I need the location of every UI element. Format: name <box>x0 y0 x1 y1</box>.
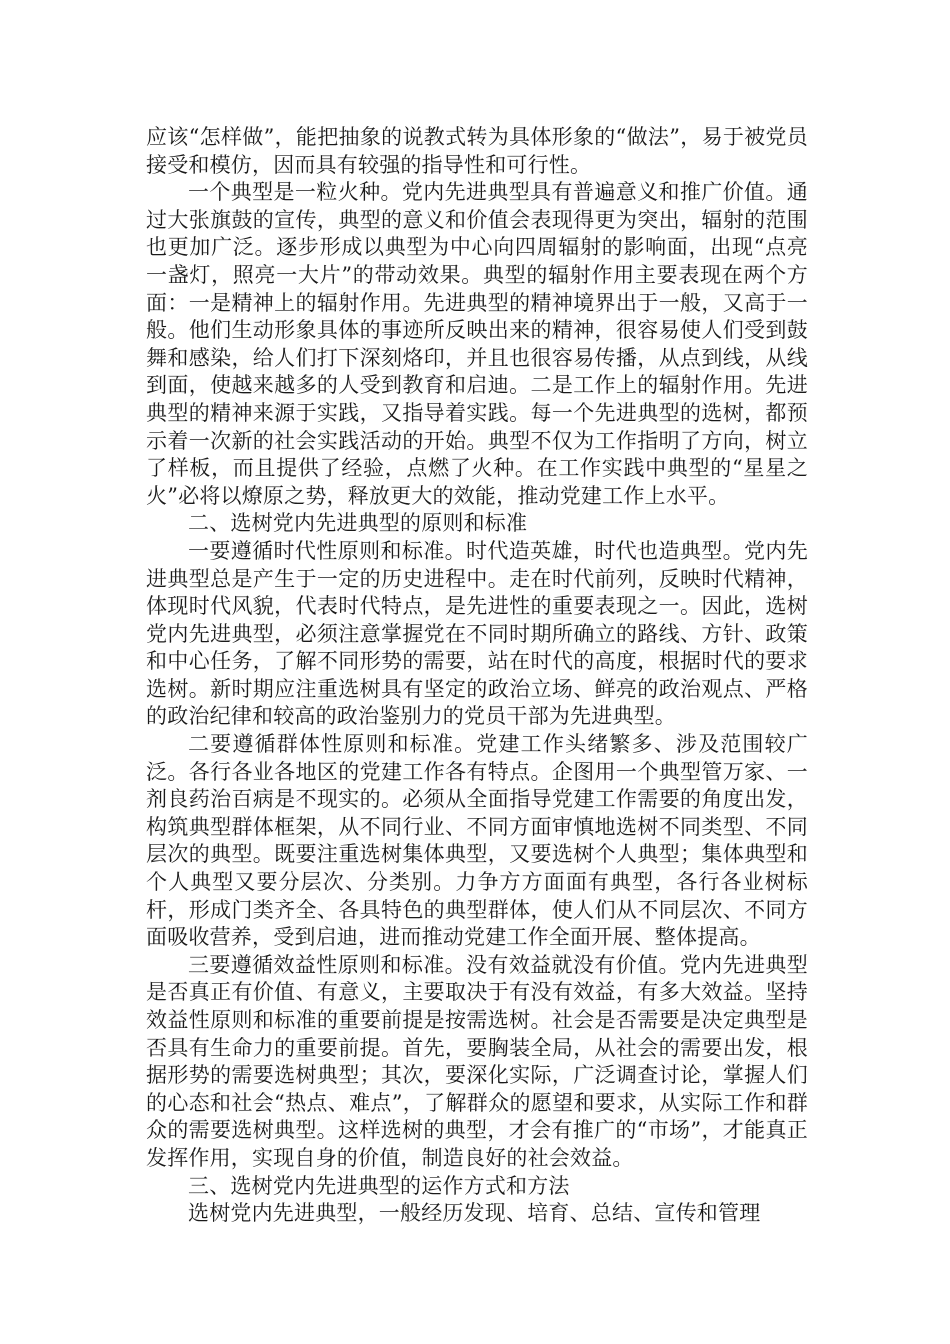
paragraph-benefit-principle: 三要遵循效益性原则和标准。没有效益就没有价值。党内先进典型是否真正有价值、有意义，主要取决于有没有效益，有多大效益。坚持效益性原则和标准的重要前提是按需选树。社会是否需要是决定典型是否具有生命力的重要前提。首先，要胸装全局，从社会的需要出发，根据形势的需要选树典型；其次，要深化实际，广泛调查讨论，掌握人们的心态和社会“热点、难点”，了解群众的愿望和要求，从实际工作和群众的需要选树典型。这样选树的典型，才会有推广的“市场”，才能真正发挥作用，实现自身的价值，制造良好的社会效益。 <box>146 952 808 1170</box>
paragraph-era-principle: 一要遵循时代性原则和标准。时代造英雄，时代也造典型。党内先进典型总是产生于一定的历史进程中。走在时代前列，反映时代精神，体现时代风貌，代表时代特点，是先进性的重要表现之一。因此，选树党内先进典型，必须注意掌握党在不同时期所确立的路线、方针、政策和中心任务，了解不同形势的需要，站在时代的高度，根据时代的要求选树。新时期应注重选树具有坚定的政治立场、鲜亮的政治观点、严格的政治纪律和较高的政治鉴别力的党员干部为先进典型。 <box>146 538 808 729</box>
paragraph-spark: 一个典型是一粒火种。党内先进典型具有普遍意义和推广价值。通过大张旗鼓的宣传，典型的意义和价值会表现得更为突出，辐射的范围也更加广泛。逐步形成以典型为中心向四周辐射的影响面，出现“点亮一盏灯，照亮一大片”的带动效果。典型的辐射作用主要表现在两个方面：一是精神上的辐射作用。先进典型的精神境界出于一般，又高于一般。他们生动形象具体的事迹所反映出来的精神，很容易使人们受到鼓舞和感染，给人们打下深刻烙印，并且也很容易传播，从点到线，从线到面，使越来越多的人受到教育和启迪。二是工作上的辐射作用。先进典型的精神来源于实践，又指导着实践。每一个先进典型的选树，都预示着一次新的社会实践活动的开始。典型不仅为工作指明了方向，树立了样板，而且提供了经验，点燃了火种。在工作实践中典型的“星星之火”必将以燎原之势，释放更大的效能，推动党建工作上水平。 <box>146 180 808 508</box>
paragraph-intro: 应该“怎样做”，能把抽象的说教式转为具体形象的“做法”，易于被党员接受和模仿，因而具有较强的指导性和可行性。 <box>146 125 808 177</box>
paragraph-group-principle: 二要遵循群体性原则和标准。党建工作头绪繁多、涉及范围较广泛。各行各业各地区的党建工作各有特点。企图用一个典型管万家、一剂良药治百病是不现实的。必须从全面指导党建工作需要的角度出发，构筑典型群体框架，从不同行业、不同方面审慎地选树不同类型、不同层次的典型。既要注重选树集体典型，又要选树个人典型；集体典型和个人典型又要分层次、分类别。力争方方面面有典型，各行各业树标杆，形成门类齐全、各具特色的典型群体，使人们从不同层次、不同方面吸收营养，受到启迪，进而推动党建工作全面开展、整体提高。 <box>146 732 808 950</box>
section-heading-2: 二、选树党内先进典型的原则和标准 <box>188 511 528 536</box>
section-heading-3: 三、选树党内先进典型的运作方式和方法 <box>188 1173 570 1198</box>
paragraph-method: 选树党内先进典型，一般经历发现、培育、总结、宣传和管理 <box>188 1201 761 1226</box>
document-body <box>146 124 808 1228</box>
